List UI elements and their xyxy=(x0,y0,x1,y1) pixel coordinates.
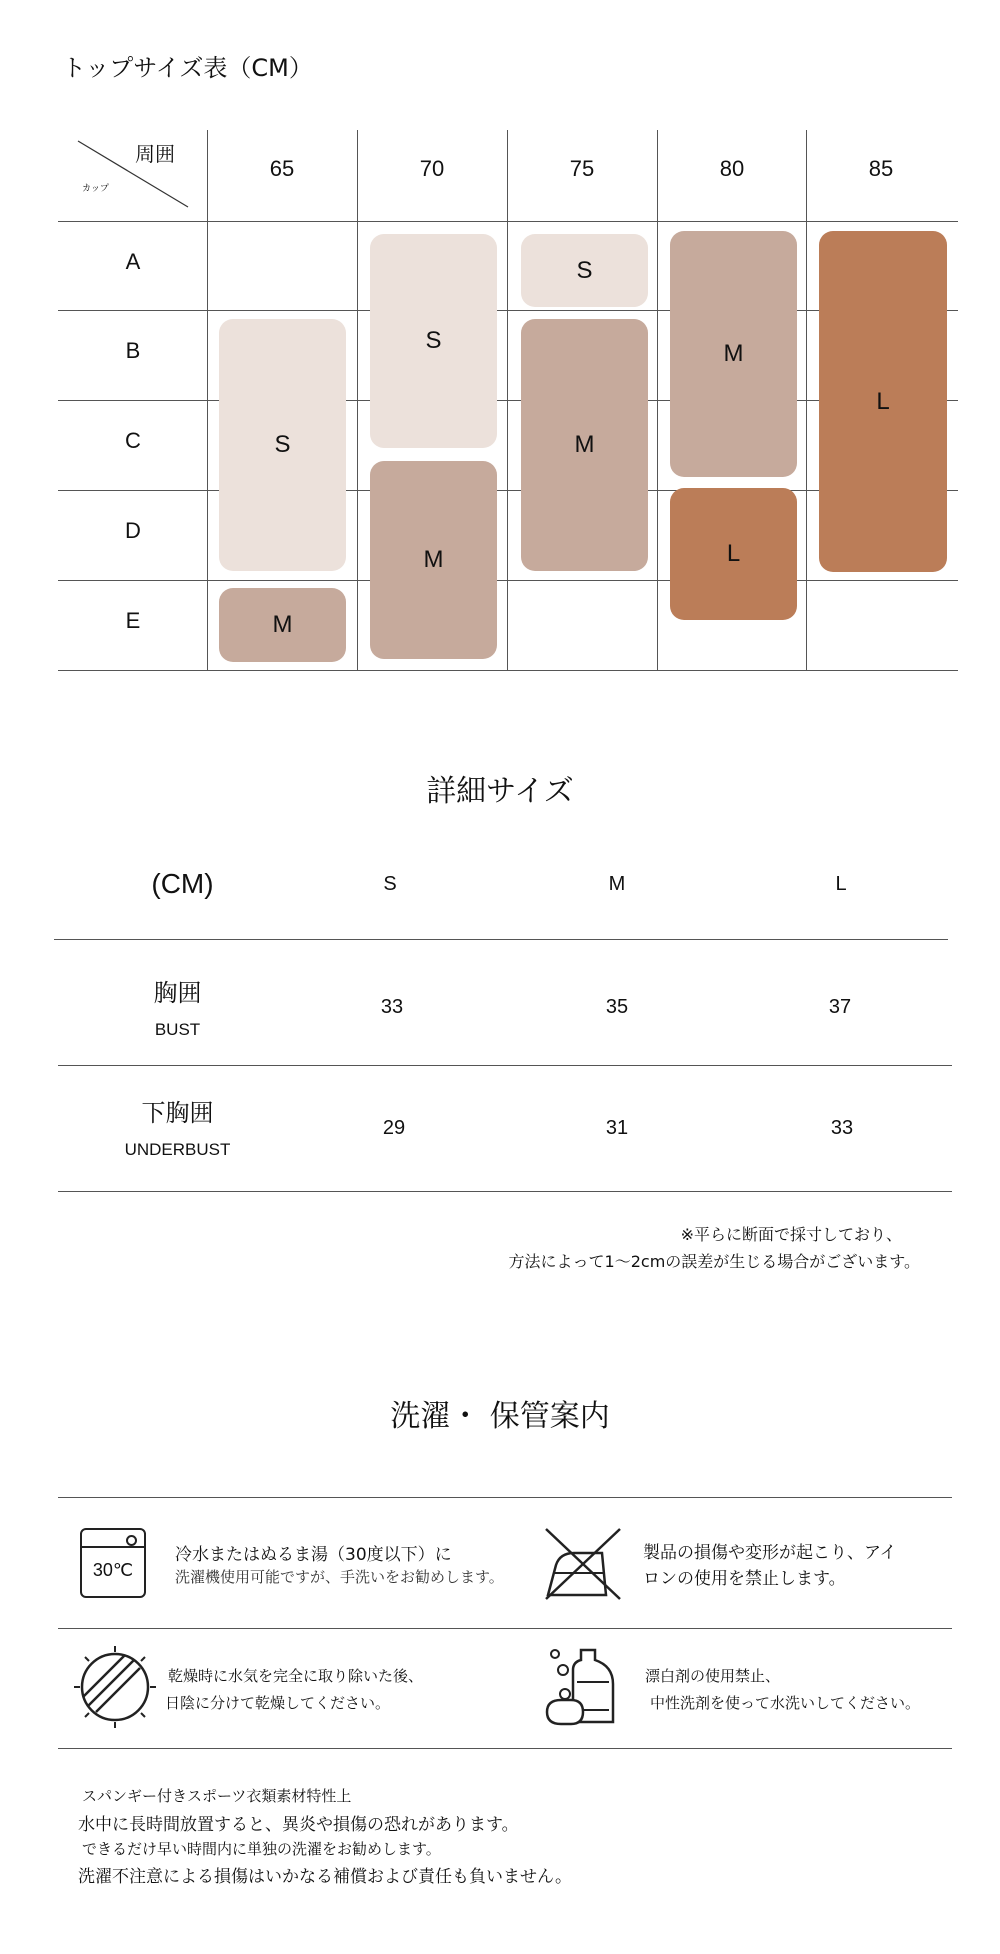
detail-unit-header: (CM) xyxy=(151,868,214,899)
size-block-70-m: M xyxy=(370,461,497,659)
row-header-b: B xyxy=(125,338,141,363)
detail-value-underbust-l: 33 xyxy=(830,1117,854,1139)
care-divider xyxy=(58,1497,952,1498)
care-text-iron-2: ロンの使用を禁止します。 xyxy=(643,1569,846,1589)
detail-size-header-m: M xyxy=(608,873,626,895)
size-block-75-m: M xyxy=(521,319,648,571)
grid-line xyxy=(58,670,958,671)
care-footer-line-2: 水中に長時間放置すると、異炎や損傷の恐れがあります。 xyxy=(78,1815,519,1835)
grid-line xyxy=(357,130,358,670)
grid-line xyxy=(507,130,508,670)
measure-note-line1: ※平らに断面で採寸しており、 xyxy=(680,1225,902,1244)
wash-icon-dial xyxy=(126,1535,137,1546)
detail-row-label-underbust: 下胸囲 xyxy=(141,1100,214,1127)
size-block-75-s: S xyxy=(521,234,648,307)
row-header-d: D xyxy=(125,518,141,543)
size-block-80-l: L xyxy=(670,488,797,620)
corner-diagonal xyxy=(70,135,195,215)
detail-value-underbust-m: 31 xyxy=(605,1117,629,1139)
size-block-80-m: M xyxy=(670,231,797,477)
wash-temperature-label: 30℃ xyxy=(92,1560,134,1580)
detail-row-sublabel-underbust: UNDERBUST xyxy=(124,1140,231,1159)
corner-sublabel: カップ xyxy=(82,184,109,194)
care-text-dry-1: 乾燥時に水気を完全に取り除いた後、 xyxy=(168,1667,424,1685)
size-block-65-s: S xyxy=(219,319,346,571)
column-header-75: 75 xyxy=(569,156,595,181)
care-divider xyxy=(58,1628,952,1629)
column-header-65: 65 xyxy=(269,156,295,181)
column-header-80: 80 xyxy=(719,156,745,181)
column-header-85: 85 xyxy=(868,156,894,181)
measure-note-line2: 方法によって1～2cmの誤差が生じる場合がございます。 xyxy=(508,1252,920,1271)
row-header-c: C xyxy=(125,428,141,453)
detergent-bottle-icon xyxy=(543,1640,623,1730)
care-title: 洗濯・ 保管案内 xyxy=(390,1399,610,1434)
care-text-wash-1: 冷水またはぬるま湯（30度以下）に xyxy=(175,1545,452,1565)
corner-label: 周囲 xyxy=(135,142,175,166)
care-footer-line-4: 洗濯不注意による損傷はいかなる補償および責任も負いません。 xyxy=(78,1867,573,1887)
row-header-a: A xyxy=(125,249,141,274)
care-footer-line-1: スパンギー付きスポーツ衣類素材特性上 xyxy=(82,1787,352,1805)
grid-line xyxy=(806,130,807,670)
care-text-iron-1: 製品の損傷や変形が起こり、アイ xyxy=(643,1543,897,1563)
wash-icon-line xyxy=(82,1546,144,1548)
grid-line xyxy=(58,580,958,581)
shade-dry-icon xyxy=(70,1642,160,1732)
size-block-85-l: L xyxy=(819,231,947,572)
grid-line xyxy=(657,130,658,670)
detail-divider xyxy=(58,1065,952,1066)
care-divider xyxy=(58,1748,952,1749)
care-footer-line-3: できるだけ早い時間内に単独の洗濯をお勧めします。 xyxy=(82,1840,441,1858)
detail-row-sublabel-bust: BUST xyxy=(154,1020,201,1039)
grid-line xyxy=(58,221,958,222)
care-text-bleach-2: 中性洗剤を使って水洗いしてください。 xyxy=(650,1694,921,1712)
care-text-bleach-1: 漂白剤の使用禁止、 xyxy=(645,1667,781,1685)
detail-divider xyxy=(54,939,948,940)
care-text-dry-2: 日陰に分けて乾燥してください。 xyxy=(165,1694,391,1712)
column-header-70: 70 xyxy=(419,156,445,181)
detail-row-label-bust: 胸囲 xyxy=(153,980,202,1007)
row-header-e: E xyxy=(125,608,141,633)
detail-divider xyxy=(58,1191,952,1192)
detail-value-bust-m: 35 xyxy=(605,996,629,1018)
detail-value-bust-l: 37 xyxy=(828,996,852,1018)
size-block-65-m: M xyxy=(219,588,346,662)
detail-value-bust-s: 33 xyxy=(380,996,404,1018)
hand-wash-icon xyxy=(80,1528,146,1598)
detail-size-header-l: L xyxy=(835,873,847,895)
size-table-title: トップサイズ表（CM） xyxy=(62,54,313,82)
grid-line xyxy=(207,130,208,670)
detail-value-underbust-s: 29 xyxy=(382,1117,406,1139)
detail-size-header-s: S xyxy=(383,873,397,895)
no-iron-icon xyxy=(540,1523,625,1603)
detail-size-title: 詳細サイズ xyxy=(426,774,574,809)
size-block-70-s: S xyxy=(370,234,497,448)
care-text-wash-2: 洗濯機使用可能ですが、手洗いをお勧めします。 xyxy=(175,1568,504,1586)
